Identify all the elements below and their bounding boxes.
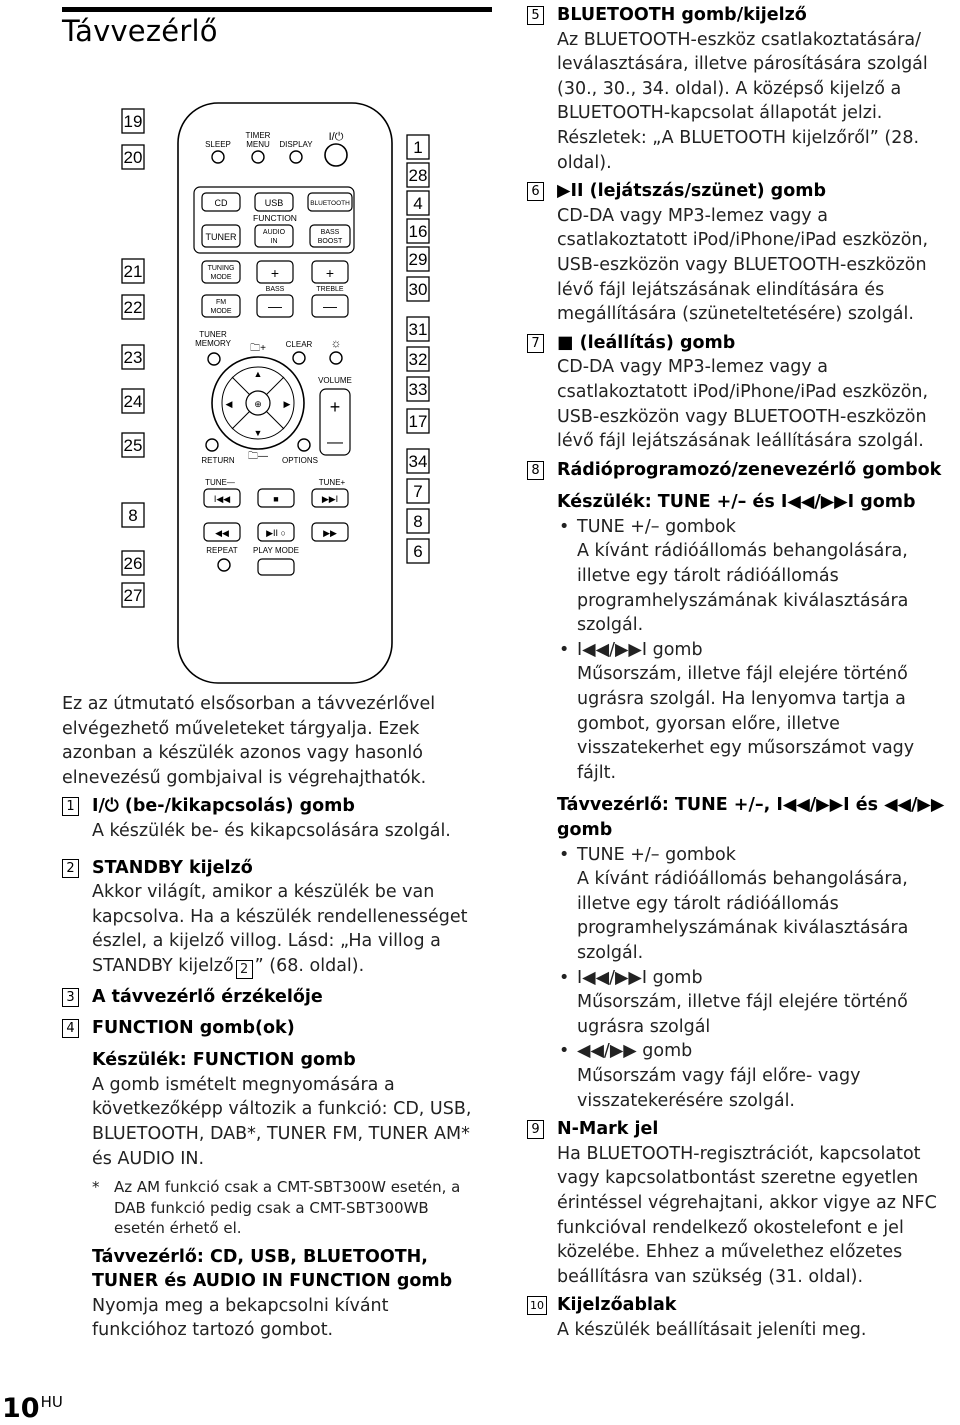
callout-right-17: 17 — [408, 412, 428, 431]
callout-right-29: 29 — [408, 250, 428, 269]
options-button — [298, 439, 310, 451]
footnote-mark: * — [92, 1178, 100, 1197]
options-label: OPTIONS — [281, 456, 319, 465]
page-number: $10^{HU}$ — [2, 1393, 63, 1424]
timer-menu-label-2: MENU — [246, 140, 270, 149]
item-number: 8 — [527, 461, 544, 480]
item-subtitle-2: Távvezérlő: TUNE +/–, I◀◀/▶▶I és ◀◀/▶▶ gomb — [557, 795, 945, 840]
item-title: I/⏻ (be-/kikapcsolás) gomb — [92, 796, 355, 817]
callout-right-6: 6 — [413, 542, 423, 561]
item-number: 2 — [62, 859, 79, 878]
item-9 — [527, 1117, 952, 1289]
left-column — [62, 692, 482, 1343]
tuning-mode-label-2: MODE — [210, 274, 232, 281]
display-button — [290, 151, 302, 163]
svg-text:I◀◀: I◀◀ — [213, 494, 231, 504]
ref-number: 2 — [236, 960, 253, 979]
return-button — [206, 439, 218, 451]
svg-text:▶II ○: ▶II ○ — [266, 528, 286, 538]
page-title: Távvezérlő — [62, 14, 218, 48]
svg-text:▲: ▲ — [253, 369, 263, 379]
volume-label: VOLUME — [318, 376, 352, 385]
fm-mode-label-1: FM — [215, 299, 227, 306]
callout-left-21: 21 — [123, 262, 143, 281]
tuner-memory-button — [208, 353, 220, 365]
tuner-memory-label-2: MEMORY — [195, 339, 231, 348]
item-body: Az BLUETOOTH-eszköz csatlakoztatására/ leválasztására, illetve párosítására szolgál (30., 30., 34. oldal). A középső kijelző a BLUETOOTH-kapcsolat állapotát jelzi. Részletek: „A BLUETOOTH kijelzőről” (28. oldal). — [557, 29, 928, 173]
play-mode-button — [258, 559, 294, 575]
callouts-right — [407, 135, 429, 563]
item-title: BLUETOOTH gomb/kijelző — [557, 5, 807, 25]
callout-right-28: 28 — [408, 166, 428, 185]
svg-text:▶▶: ▶▶ — [323, 528, 337, 538]
svg-text:▶▶I: ▶▶I — [321, 494, 339, 504]
page-lang: HU — [40, 1393, 63, 1411]
tuner-memory-label-1: TUNER — [199, 330, 227, 339]
bass-label: BASS — [265, 286, 285, 293]
callout-right-32: 32 — [408, 350, 428, 369]
usb-label: USB — [264, 198, 284, 208]
fm-mode-label-2: MODE — [210, 308, 232, 315]
callouts-left — [122, 109, 144, 607]
item-body: Akkor világít, amikor a készülék be van kapcsolva. Ha a készülék rendellenességet észlel, a kijelző villog. Lásd: „Ha villog a STANDBY kijelző — [92, 882, 468, 976]
remote-control-figure — [100, 95, 470, 695]
callout-left-23: 23 — [123, 348, 143, 367]
item-number: 9 — [527, 1120, 544, 1139]
intro-text: Ez az útmutató elsősorban a távvezérlővel elvégezhető műveleteket tárgyalja. Ezek azonban a készülék azonos vagy hasonló elnevezésű gombjaival is végrehajthatók. — [62, 694, 436, 788]
callout-right-4: 4 — [413, 194, 423, 213]
item-number: 4 — [62, 1019, 79, 1038]
tune-minus-label: TUNE— — [205, 478, 235, 487]
callout-left-26: 26 — [123, 554, 143, 573]
tuning-mode-label-1: TUNING — [207, 265, 235, 272]
cd-label: CD — [214, 198, 228, 208]
repeat-label: REPEAT — [206, 546, 238, 555]
item-body: A készülék be- és kikapcsolására szolgál. — [92, 820, 451, 841]
callout-right-8: 8 — [413, 512, 423, 531]
callout-left-25: 25 — [123, 436, 143, 455]
item-body: A gomb ismételt megnyomására a következőképp változik a funkció: CD, USB, BLUETOOTH, DAB*, TUNER FM, TUNER AM* és AUDIO IN. — [92, 1074, 472, 1169]
timer-menu-label-1: TIMER — [245, 131, 271, 140]
bullet-item: • I◀◀/▶▶I gomb Műsorszám, illetve fájl elejére történő ugrásra szolgál. Ha lenyomva tartja a gombot, gyorsan előre, illetve visszatekerhet egy műsorszámot vagy fájlt. — [557, 638, 952, 786]
svg-text:+: + — [270, 265, 280, 281]
sleep-label: SLEEP — [205, 140, 231, 149]
item-number: 10 — [527, 1296, 547, 1315]
callout-left-24: 24 — [123, 392, 143, 411]
svg-text:+: + — [329, 397, 341, 417]
callout-left-20: 20 — [123, 148, 143, 167]
timer-menu-button — [252, 151, 264, 163]
footnote-text: Az AM funkció csak a CMT-SBT300W esetén, a DAB funkció pedig csak a CMT-SBT300WB esetén érhető el. — [114, 1178, 461, 1238]
dimmer-button — [330, 352, 342, 364]
bullet-item: • TUNE +/– gombok A kívánt rádióállomás behangolására, illetve egy tárolt rádióállomás programhelyszámának kiválasztására szolgál. — [557, 843, 952, 966]
item-number: 6 — [527, 182, 544, 201]
svg-text:⊕: ⊕ — [254, 399, 262, 409]
item-title: FUNCTION gomb(ok) — [92, 1017, 295, 1038]
audio-in-label-1: AUDIO — [262, 229, 286, 236]
bullet-item: • TUNE +/– gombok A kívánt rádióállomás behangolására, illetve egy tárolt rádióállomás programhelyszámának kiválasztására szolgál. — [557, 515, 952, 638]
callout-left-27: 27 — [123, 586, 143, 605]
display-label: DISPLAY — [279, 140, 313, 149]
treble-label: TREBLE — [316, 286, 344, 293]
svg-text:+: + — [325, 265, 335, 281]
svg-text:■: ■ — [273, 494, 279, 504]
power-button — [325, 144, 347, 166]
svg-text:🗀+: 🗀+ — [250, 343, 266, 354]
item-4 — [62, 1016, 482, 1343]
item-body: A készülék beállításait jeleníti meg. — [557, 1319, 867, 1340]
bass-boost-label-2: BOOST — [317, 238, 343, 245]
bass-boost-label-1: BASS — [320, 229, 340, 236]
svg-text:▼: ▼ — [253, 428, 263, 438]
callout-right-1: 1 — [413, 138, 423, 157]
item-3 — [62, 985, 482, 1010]
footnote — [92, 1177, 482, 1239]
item-5 — [527, 3, 952, 175]
svg-text:—: — — [323, 298, 337, 314]
item-6 — [527, 179, 952, 327]
item-body: Ha BLUETOOTH-regisztrációt, kapcsolatot vagy kapcsolatbontást szeretne egyetlen érintéssel végrehajtani, akkor vigye az NFC funkcióval rendelkező okostelefont e jel közelébe. Ehhez a művelethez előzetes beállításra van szükség (31. oldal). — [557, 1143, 937, 1287]
item-body: CD-DA vagy MP3-lemez vagy a csatlakoztatott iPod/iPhone/iPad eszközön, USB-eszközön vagy BLUETOOTH-eszközön lévő fájl lejátszásának leállítására szolgál. — [557, 357, 929, 452]
callout-right-7: 7 — [413, 482, 423, 501]
svg-text:◀◀: ◀◀ — [215, 528, 229, 538]
callout-left-8: 8 — [128, 506, 138, 525]
callout-right-31: 31 — [408, 320, 428, 339]
svg-text:▶: ▶ — [283, 399, 291, 409]
svg-text:☼: ☼ — [330, 336, 342, 350]
return-label: RETURN — [201, 456, 235, 465]
callout-right-30: 30 — [408, 280, 428, 299]
tuner-label: TUNER — [205, 232, 237, 242]
item-title: N-Mark jel — [557, 1119, 659, 1140]
item-subtitle: Készülék: FUNCTION gomb — [92, 1050, 356, 1071]
item-1 — [62, 794, 482, 843]
item-7 — [527, 331, 952, 454]
clear-button — [293, 352, 305, 364]
svg-text:—: — — [268, 298, 282, 314]
item-title: Kijelzőablak — [557, 1295, 677, 1316]
top-rule — [62, 7, 492, 12]
callout-right-33: 33 — [408, 380, 428, 399]
item-10 — [527, 1293, 952, 1342]
power-label: I/⏻ — [328, 131, 344, 143]
bullet-item: • I◀◀/▶▶I gomb Műsorszám, illetve fájl elejére történő ugrásra szolgál — [557, 966, 952, 1040]
item-title: ▶II (lejátszás/szünet) gomb — [557, 181, 826, 202]
tune-plus-label: TUNE+ — [318, 478, 346, 487]
function-label: FUNCTION — [253, 213, 297, 223]
item-2 — [62, 856, 482, 979]
svg-text:🗀—: 🗀— — [248, 451, 268, 462]
item-number: 1 — [62, 797, 79, 816]
right-column — [527, 3, 952, 1342]
item-title: Rádióprogramozó/zenevezérlő gombok — [557, 459, 942, 480]
item-number: 7 — [527, 334, 544, 353]
repeat-button — [218, 559, 230, 571]
item-subtitle: Készülék: TUNE +/– és I◀◀/▶▶I gomb — [557, 492, 916, 513]
item-8 — [527, 458, 952, 1113]
svg-text:◀: ◀ — [225, 399, 233, 409]
item-title: ■ (leállítás) gomb — [557, 332, 736, 353]
item-number: 5 — [527, 6, 544, 25]
item-number: 3 — [62, 988, 79, 1007]
item-body: CD-DA vagy MP3-lemez vagy a csatlakoztatott iPod/iPhone/iPad eszközön, USB-eszközön vagy BLUETOOTH-eszközön lévő fájl lejátszásának elindítására és megállítására (szüneteltetésére) szolgál. — [557, 205, 929, 325]
callout-left-19: 19 — [123, 112, 143, 131]
callout-right-16: 16 — [408, 222, 428, 241]
bluetooth-label: BLUETOOTH — [310, 200, 350, 207]
callout-left-22: 22 — [123, 298, 143, 317]
bullet-item: • ◀◀/▶▶ gomb Műsorszám vagy fájl előre- vagy visszatekerésére szolgál. — [557, 1039, 952, 1113]
item-body-end: ” (68. oldal). — [254, 955, 365, 976]
svg-text:—: — — [327, 434, 343, 451]
item-title: A távvezérlő érzékelője — [92, 986, 323, 1007]
item-subtitle-2: Távvezérlő: CD, USB, BLUETOOTH, TUNER és AUDIO IN FUNCTION gomb — [92, 1246, 453, 1292]
item-title: STANDBY kijelző — [92, 857, 253, 878]
item-body-2: Nyomja meg a bekapcsolni kívánt funkcióhoz tartozó gombot. — [92, 1295, 389, 1341]
audio-in-label-2: IN — [270, 238, 278, 245]
play-mode-label: PLAY MODE — [253, 546, 299, 555]
sleep-button — [212, 151, 224, 163]
clear-label: CLEAR — [285, 340, 313, 349]
callout-right-34: 34 — [408, 452, 428, 471]
